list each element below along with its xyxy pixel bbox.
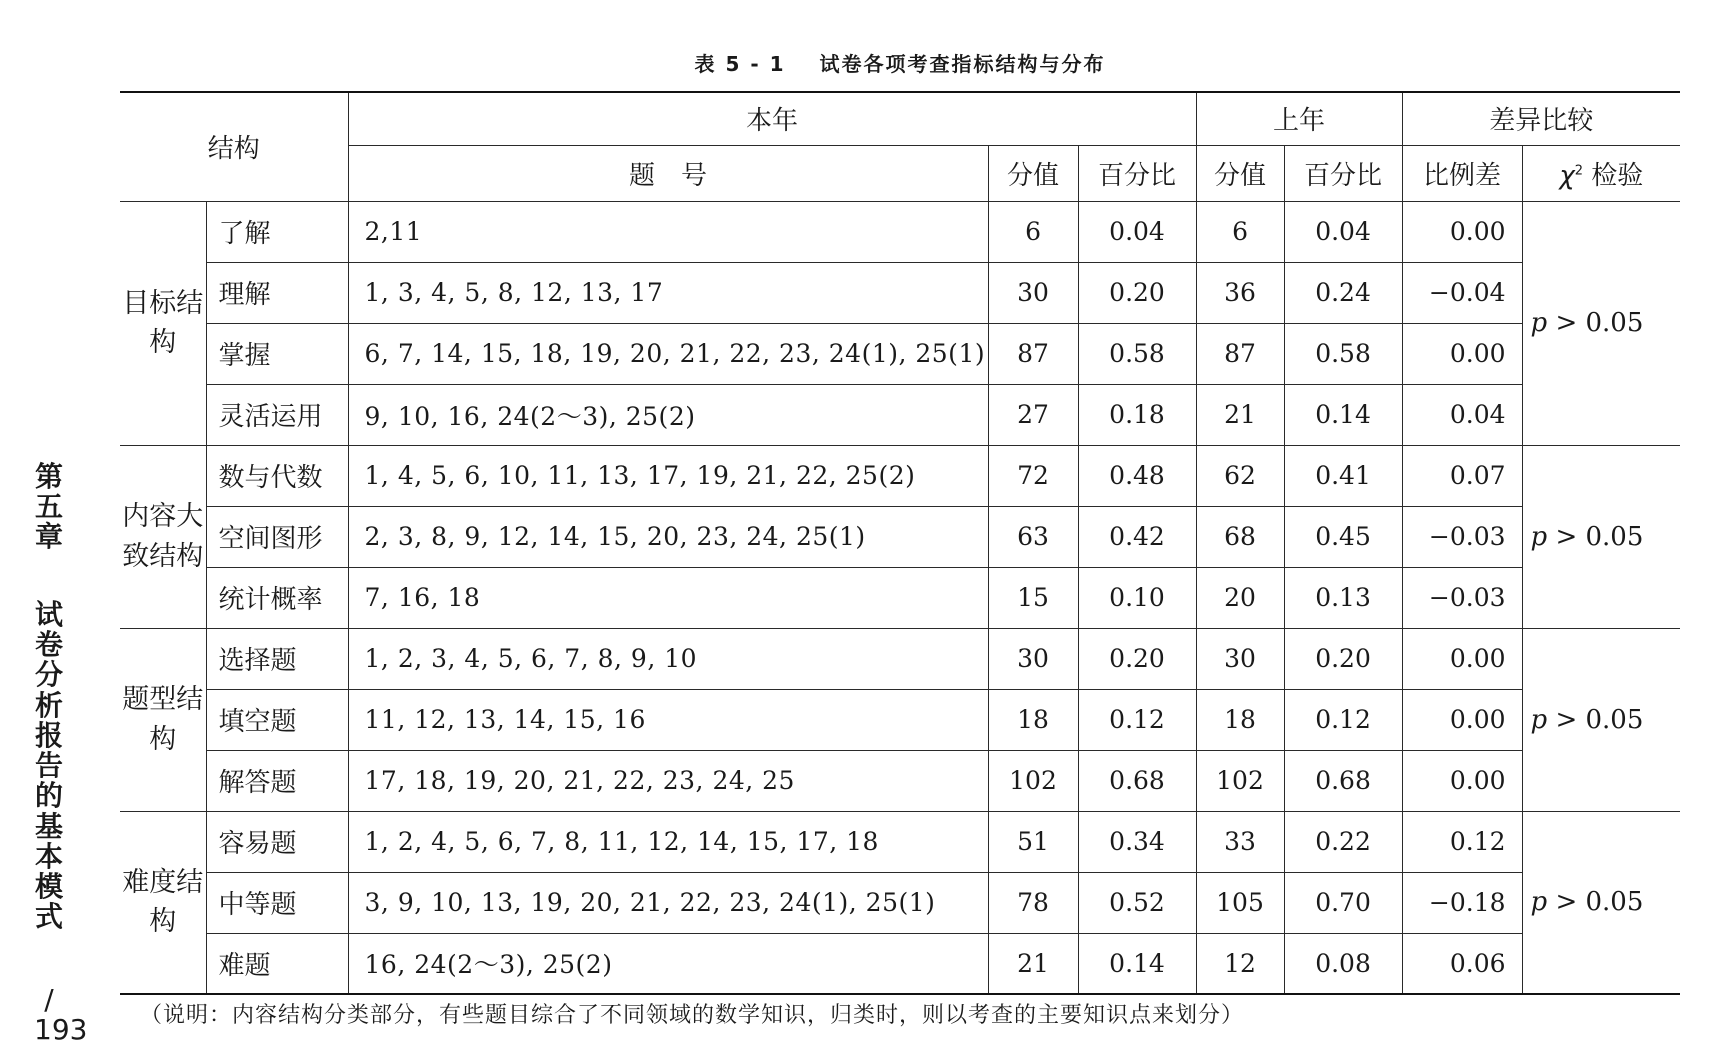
running-header-chapter: 第 五 章: [34, 460, 63, 554]
header-row-2: [120, 145, 1680, 201]
table-body: [120, 92, 1680, 994]
group-label: 难度结构: [120, 811, 206, 994]
score-cell: 21: [988, 933, 1078, 994]
ratio-diff-cell: 0.00: [1402, 628, 1522, 689]
score-cell: 78: [988, 872, 1078, 933]
chi-symbol: χ: [1559, 160, 1575, 191]
ratio-diff-cell: −0.18: [1402, 872, 1522, 933]
prev-percent-cell: 0.58: [1284, 323, 1402, 384]
percent-cell: 0.12: [1078, 689, 1196, 750]
score-cell: 63: [988, 506, 1078, 567]
percent-cell: 0.10: [1078, 567, 1196, 628]
table-row: [120, 811, 1680, 872]
table-title: 试卷各项考查指标结构与分布: [819, 52, 1106, 76]
ratio-diff-cell: 0.00: [1402, 750, 1522, 811]
table-row: [120, 201, 1680, 262]
prev-score-cell: 62: [1196, 445, 1284, 506]
question-numbers: 1, 2, 4, 5, 6, 7, 8, 11, 12, 14, 15, 17, 18: [348, 811, 988, 872]
percent-cell: 0.18: [1078, 384, 1196, 445]
subcategory-label: 灵活运用: [206, 384, 348, 445]
score-cell: 18: [988, 689, 1078, 750]
header-comparison: 差异比较: [1402, 92, 1680, 145]
ratio-diff-cell: 0.00: [1402, 201, 1522, 262]
subcategory-label: 统计概率: [206, 567, 348, 628]
question-numbers: 11, 12, 13, 14, 15, 16: [348, 689, 988, 750]
subcategory-label: 选择题: [206, 628, 348, 689]
chi-square-result: [1522, 628, 1680, 811]
score-cell: 27: [988, 384, 1078, 445]
subcategory-label: 空间图形: [206, 506, 348, 567]
score-cell: 87: [988, 323, 1078, 384]
group-label: 目标结构: [120, 201, 206, 445]
p-value: > 0.05: [1555, 308, 1644, 338]
prev-percent-cell: 0.13: [1284, 567, 1402, 628]
prev-percent-cell: 0.14: [1284, 384, 1402, 445]
prev-percent-cell: 0.70: [1284, 872, 1402, 933]
percent-cell: 0.58: [1078, 323, 1196, 384]
table-row: [120, 689, 1680, 750]
question-numbers: 17, 18, 19, 20, 21, 22, 23, 24, 25: [348, 750, 988, 811]
header-ratio-diff: 比例差: [1402, 145, 1522, 201]
subcategory-label: 中等题: [206, 872, 348, 933]
ratio-diff-cell: −0.04: [1402, 262, 1522, 323]
percent-cell: 0.42: [1078, 506, 1196, 567]
header-score-last: 分值: [1196, 145, 1284, 201]
table-row: [120, 872, 1680, 933]
prev-score-cell: 102: [1196, 750, 1284, 811]
ratio-diff-cell: 0.00: [1402, 689, 1522, 750]
ratio-diff-cell: 0.06: [1402, 933, 1522, 994]
prev-score-cell: 21: [1196, 384, 1284, 445]
ratio-diff-cell: −0.03: [1402, 567, 1522, 628]
question-numbers: 1, 3, 4, 5, 8, 12, 13, 17: [348, 262, 988, 323]
percent-cell: 0.48: [1078, 445, 1196, 506]
table-row: [120, 567, 1680, 628]
percent-cell: 0.34: [1078, 811, 1196, 872]
percent-cell: 0.20: [1078, 628, 1196, 689]
score-cell: 30: [988, 262, 1078, 323]
subcategory-label: 数与代数: [206, 445, 348, 506]
question-numbers: 3, 9, 10, 13, 19, 20, 21, 22, 23, 24(1), 25(1): [348, 872, 988, 933]
chi-square-result: [1522, 811, 1680, 994]
ratio-diff-cell: 0.07: [1402, 445, 1522, 506]
question-numbers: 9, 10, 16, 24(2～3), 25(2): [348, 384, 988, 445]
table-row: [120, 323, 1680, 384]
subcategory-label: 了解: [206, 201, 348, 262]
table-row: [120, 506, 1680, 567]
chi-superscript: 2: [1574, 162, 1583, 178]
ratio-diff-cell: 0.00: [1402, 323, 1522, 384]
chi-test-label: 检验: [1591, 160, 1644, 191]
prev-score-cell: 30: [1196, 628, 1284, 689]
prev-percent-cell: 0.41: [1284, 445, 1402, 506]
percent-cell: 0.14: [1078, 933, 1196, 994]
table-number: 表 5 - 1: [694, 52, 786, 76]
question-numbers: 1, 2, 3, 4, 5, 6, 7, 8, 9, 10: [348, 628, 988, 689]
score-cell: 15: [988, 567, 1078, 628]
p-symbol: p: [1530, 308, 1548, 338]
question-numbers: 7, 16, 18: [348, 567, 988, 628]
subcategory-label: 难题: [206, 933, 348, 994]
prev-score-cell: 68: [1196, 506, 1284, 567]
table-note: （说明：内容结构分类部分，有些题目综合了不同领域的数学知识，归类时，则以考查的主要知识点来划分）: [140, 1003, 1245, 1028]
header-row-1: [120, 92, 1680, 145]
prev-percent-cell: 0.12: [1284, 689, 1402, 750]
header-structure: 结构: [120, 92, 348, 201]
header-score: 分值: [988, 145, 1078, 201]
chi-square-result: [1522, 445, 1680, 628]
score-cell: 51: [988, 811, 1078, 872]
table-row: [120, 384, 1680, 445]
table-row: [120, 445, 1680, 506]
percent-cell: 0.52: [1078, 872, 1196, 933]
question-numbers: 6, 7, 14, 15, 18, 19, 20, 21, 22, 23, 24(1), 25(1): [348, 323, 988, 384]
prev-score-cell: 12: [1196, 933, 1284, 994]
prev-percent-cell: 0.22: [1284, 811, 1402, 872]
chi-square-result: [1522, 201, 1680, 445]
question-numbers: 1, 4, 5, 6, 10, 11, 13, 17, 19, 21, 22, 25(2): [348, 445, 988, 506]
group-label: 内容大致结构: [120, 445, 206, 628]
prev-percent-cell: 0.20: [1284, 628, 1402, 689]
percent-cell: 0.20: [1078, 262, 1196, 323]
table-row: [120, 262, 1680, 323]
structure-table: [120, 91, 1680, 995]
subcategory-label: 容易题: [206, 811, 348, 872]
prev-percent-cell: 0.24: [1284, 262, 1402, 323]
prev-score-cell: 18: [1196, 689, 1284, 750]
subcategory-label: 掌握: [206, 323, 348, 384]
prev-score-cell: 20: [1196, 567, 1284, 628]
header-question-no: 题 号: [348, 145, 988, 201]
prev-score-cell: 36: [1196, 262, 1284, 323]
score-cell: 102: [988, 750, 1078, 811]
ratio-diff-cell: 0.04: [1402, 384, 1522, 445]
table-row: [120, 933, 1680, 994]
prev-percent-cell: 0.04: [1284, 201, 1402, 262]
subcategory-label: 填空题: [206, 689, 348, 750]
prev-score-cell: 87: [1196, 323, 1284, 384]
question-numbers: 16, 24(2～3), 25(2): [348, 933, 988, 994]
subcategory-label: 解答题: [206, 750, 348, 811]
p-symbol: p: [1530, 704, 1548, 735]
header-last-year: 上年: [1196, 92, 1402, 145]
percent-cell: 0.68: [1078, 750, 1196, 811]
p-value: > 0.05: [1555, 704, 1644, 735]
header-this-year: 本年: [348, 92, 1196, 145]
header-percent: 百分比: [1078, 145, 1196, 201]
prev-percent-cell: 0.45: [1284, 506, 1402, 567]
page-number: / 193: [34, 983, 88, 1046]
prev-score-cell: 105: [1196, 872, 1284, 933]
table-row: [120, 628, 1680, 689]
table-caption: [120, 48, 1680, 77]
prev-score-cell: 33: [1196, 811, 1284, 872]
ratio-diff-cell: 0.12: [1402, 811, 1522, 872]
score-cell: 30: [988, 628, 1078, 689]
p-symbol: p: [1530, 887, 1548, 918]
p-value: > 0.05: [1555, 521, 1644, 552]
header-percent-last: 百分比: [1284, 145, 1402, 201]
running-header-title: 试 卷 分 析 报 告 的 基 本 模 式: [34, 598, 63, 934]
question-numbers: 2, 3, 8, 9, 12, 14, 15, 20, 23, 24, 25(1): [348, 506, 988, 567]
score-cell: 72: [988, 445, 1078, 506]
prev-score-cell: 6: [1196, 201, 1284, 262]
subcategory-label: 理解: [206, 262, 348, 323]
header-chi-square-test: [1522, 145, 1680, 201]
percent-cell: 0.04: [1078, 201, 1196, 262]
score-cell: 6: [988, 201, 1078, 262]
prev-percent-cell: 0.08: [1284, 933, 1402, 994]
p-symbol: p: [1530, 521, 1548, 552]
table-row: [120, 750, 1680, 811]
prev-percent-cell: 0.68: [1284, 750, 1402, 811]
ratio-diff-cell: −0.03: [1402, 506, 1522, 567]
p-value: > 0.05: [1555, 887, 1644, 918]
question-numbers: 2,11: [348, 201, 988, 262]
group-label: 题型结构: [120, 628, 206, 811]
